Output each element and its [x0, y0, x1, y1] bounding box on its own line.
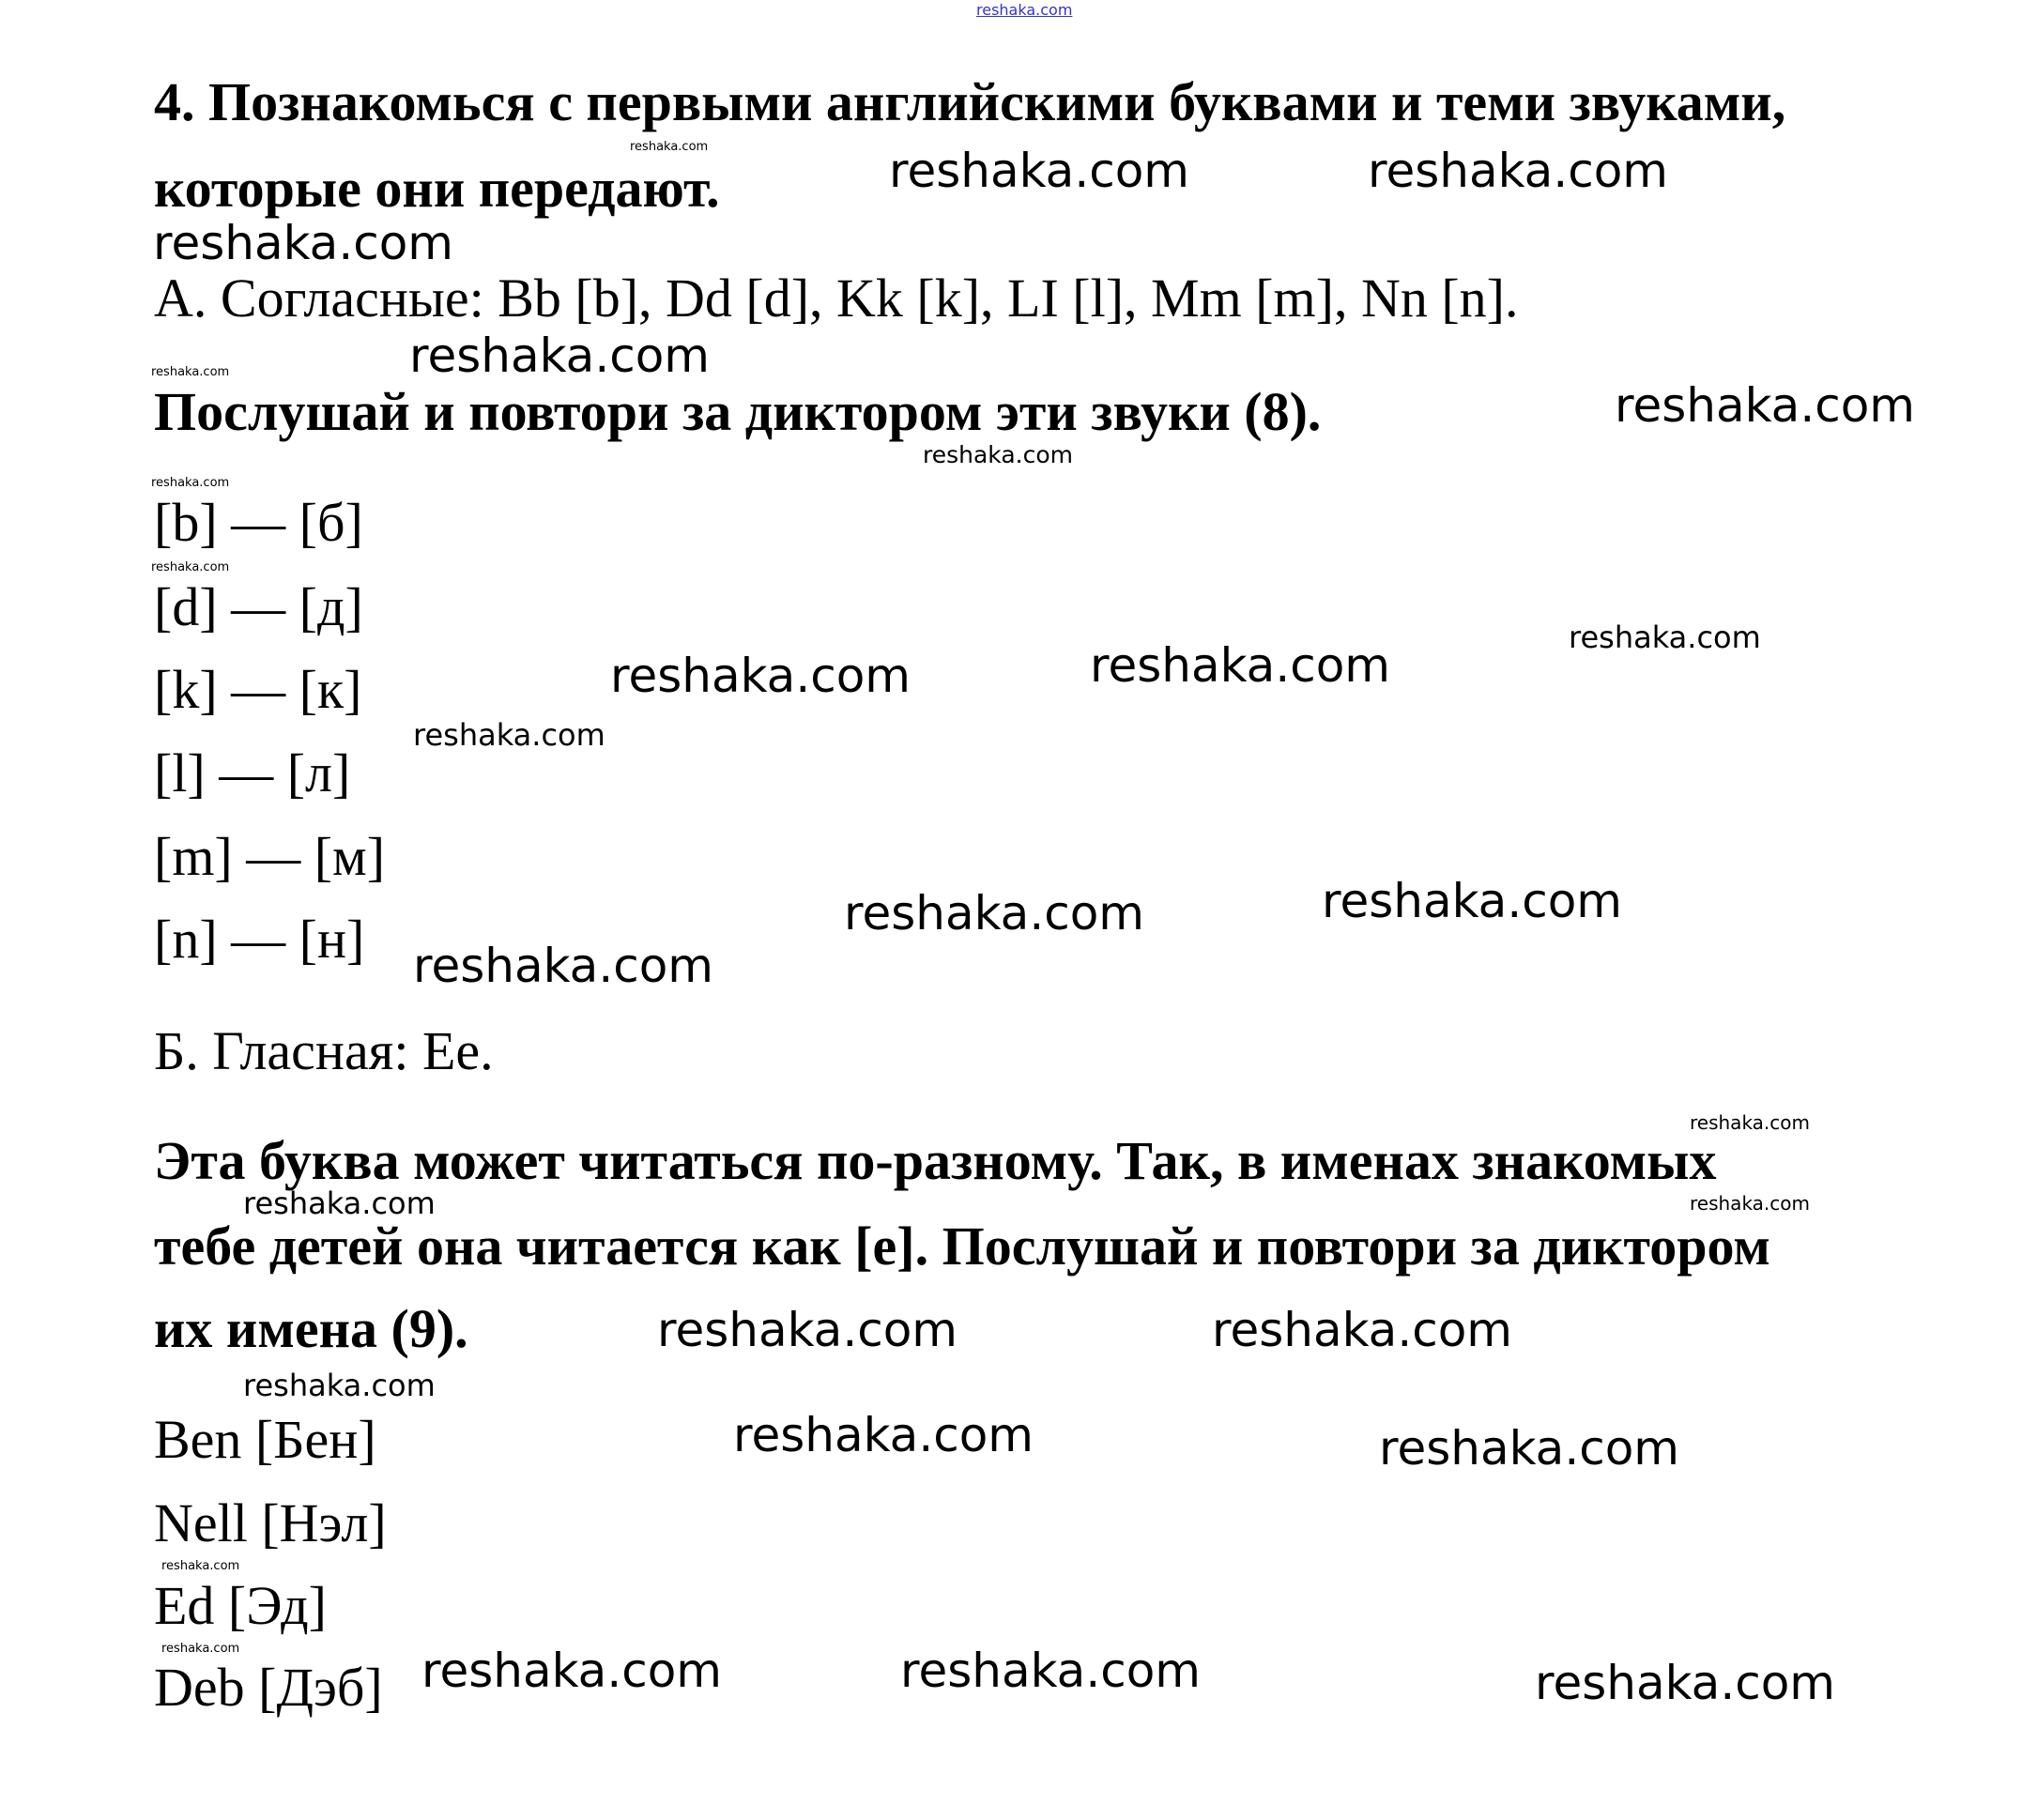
watermark: reshaka.com: [243, 1185, 436, 1221]
name-item: Ed [Эд]: [154, 1575, 327, 1636]
header-link[interactable]: reshaka.com: [976, 1, 1073, 19]
watermark: reshaka.com: [421, 1644, 722, 1698]
sound-pair: [m] — [м]: [154, 826, 386, 887]
watermark: reshaka.com: [1615, 378, 1915, 433]
sound-pair: [k] — [к]: [154, 659, 362, 720]
exercise-title-line1: 4. Познакомься с первыми английскими буквами и теми звуками,: [154, 71, 1786, 132]
watermark: reshaka.com: [1368, 144, 1668, 198]
watermark: reshaka.com: [153, 216, 453, 270]
watermark: reshaka.com: [1212, 1303, 1512, 1357]
watermark: reshaka.com: [1379, 1421, 1679, 1476]
watermark: reshaka.com: [923, 441, 1073, 468]
watermark: reshaka.com: [610, 649, 911, 703]
watermark: reshaka.com: [243, 1368, 436, 1403]
watermark: reshaka.com: [151, 560, 230, 574]
exercise-title-line2: которые они передают.: [154, 158, 720, 219]
watermark: reshaka.com: [409, 329, 710, 383]
watermark: reshaka.com: [151, 476, 230, 490]
watermark: reshaka.com: [900, 1644, 1201, 1698]
vowel-line: Б. Гласная: Ee.: [154, 1020, 494, 1081]
paragraph-line: их имена (9).: [154, 1298, 468, 1359]
paragraph-line: тебе детей она читается как [e]. Послушай и повтори за диктором: [154, 1216, 1770, 1277]
sound-pair: [d] — [д]: [154, 576, 363, 637]
watermark: reshaka.com: [413, 717, 605, 753]
watermark: reshaka.com: [1690, 1111, 1810, 1134]
sound-pair: [l] — [л]: [154, 742, 351, 803]
watermark: reshaka.com: [161, 1559, 240, 1573]
consonants-line: А. Согласные: Bb [b], Dd [d], Kk [k], LI [l], Mm [m], Nn [n].: [154, 268, 1519, 329]
watermark: reshaka.com: [1535, 1656, 1835, 1710]
watermark: reshaka.com: [1322, 874, 1622, 928]
watermark: reshaka.com: [630, 140, 709, 154]
watermark: reshaka.com: [1569, 619, 1761, 655]
watermark: reshaka.com: [657, 1303, 957, 1357]
watermark: reshaka.com: [151, 365, 230, 379]
watermark: reshaka.com: [733, 1408, 1034, 1462]
name-item: Ben [Бен]: [154, 1409, 376, 1470]
watermark: reshaka.com: [1690, 1192, 1810, 1215]
watermark: reshaka.com: [844, 886, 1144, 941]
watermark: reshaka.com: [413, 939, 713, 993]
sound-pair: [n] — [н]: [154, 909, 365, 970]
name-item: Deb [Дэб]: [154, 1657, 383, 1718]
watermark: reshaka.com: [1090, 638, 1390, 693]
paragraph-line: Эта буква может читаться по-разному. Так, в именах знакомых: [154, 1130, 1717, 1191]
name-item: Nell [Нэл]: [154, 1492, 387, 1553]
watermark: reshaka.com: [889, 144, 1189, 198]
listen-instruction: Послушай и повтори за диктором эти звуки (8).: [154, 381, 1322, 442]
sound-pair: [b] — [б]: [154, 492, 363, 553]
watermark: reshaka.com: [161, 1642, 240, 1656]
